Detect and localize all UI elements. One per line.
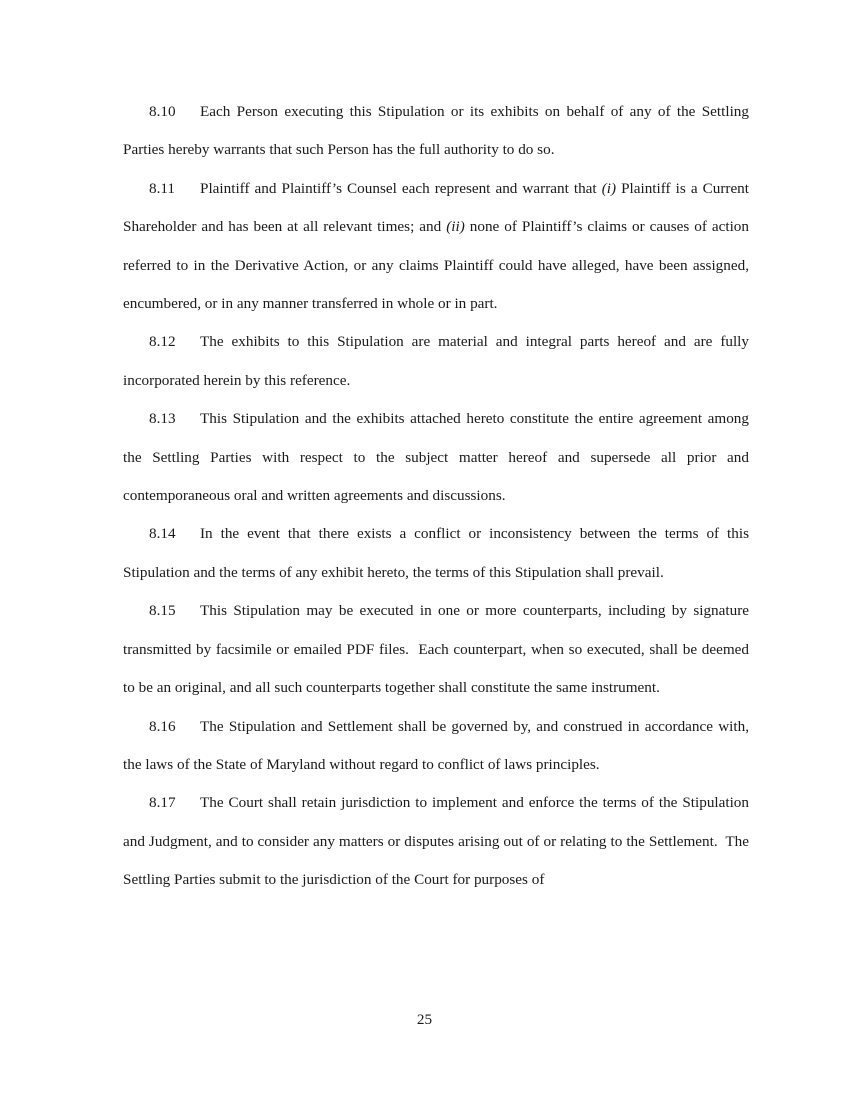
paragraph-text: The Court shall retain jurisdiction to implement and enforce the terms of the Stipulation and Judgment, and to consider any matters or disputes arising out of or relating to the Settlement. The Settling Parties submit to the jurisdiction of the Court for purposes of <box>123 794 753 889</box>
paragraph-text: none of Plaintiff’s claims or causes of action referred to in the Derivative Action, or any claims Plaintiff could have alleged, have been assigned, encumbered, or in any manner transferred in whole or in part. <box>123 218 749 313</box>
paragraph-text: Plaintiff and Plaintiff’s Counsel each represent and warrant that <box>200 179 602 197</box>
paragraph-text: The exhibits to this Stipulation are material and integral parts hereof and are fully incorporated herein by this reference. <box>123 333 749 389</box>
paragraph-number: 8.13 <box>149 410 176 428</box>
paragraph-number: 8.11 <box>149 179 176 197</box>
paragraph-number: 8.16 <box>149 717 176 735</box>
paragraph-8-12 <box>123 323 749 400</box>
paragraph-text: In the event that there exists a conflict or inconsistency between the terms of this Stipulation and the terms of any exhibit hereto, the terms of this Stipulation shall prevail. <box>123 525 749 581</box>
paragraph-number: 8.10 <box>149 103 176 120</box>
page-number: 25 <box>416 1011 433 1028</box>
paragraph-number: 8.12 <box>149 333 176 351</box>
paragraph-text: The Stipulation and Settlement shall be governed by, and construed in accordance with, the laws of the State of Maryland without regard to conflict of laws principles. <box>123 717 749 773</box>
paragraph-text: This Stipulation and the exhibits attached hereto constitute the entire agreement among the Settling Parties with respect to the subject matter hereof and supersede all prior and contemporaneous oral and written agreements and discussions. <box>123 410 749 505</box>
paragraph-number: 8.14 <box>149 525 176 543</box>
paragraph-8-10 <box>123 93 749 170</box>
paragraph-8-11 <box>123 170 749 324</box>
paragraph-number: 8.17 <box>149 794 176 812</box>
paragraph-text-italic: (ii) <box>446 218 465 236</box>
document-body <box>123 93 753 900</box>
paragraph-8-15 <box>123 592 753 707</box>
paragraph-text: This Stipulation may be executed in one or more counterparts, including by signature transmitted by facsimile or emailed PDF files. Each counterpart, when so executed, shall be deemed to be an original, and all such counterparts together shall constitute the same instrument. <box>123 602 753 697</box>
paragraph-text-italic: (i) <box>601 179 617 197</box>
paragraph-number: 8.15 <box>149 602 176 620</box>
paragraph-text: Each Person executing this Stipulation or its exhibits on behalf of any of the Settling Parties hereby warrants that such Person has the full authority to do so. <box>123 103 749 159</box>
paragraph-text: Plaintiff is a Current Shareholder and has been at all relevant times; and <box>123 179 749 236</box>
paragraph-8-14 <box>123 515 749 592</box>
paragraph-8-16 <box>123 708 749 785</box>
paragraph-8-17 <box>123 784 753 899</box>
paragraph-8-13 <box>123 400 749 515</box>
